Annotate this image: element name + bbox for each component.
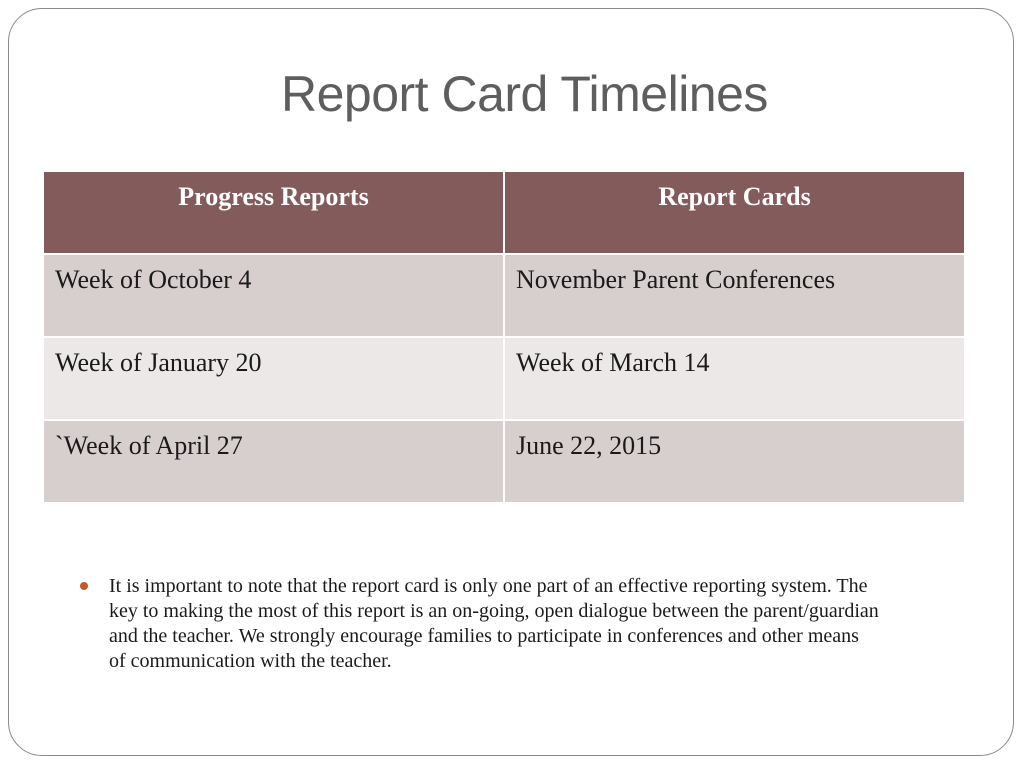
timeline-table — [42, 170, 966, 504]
table-cell: `Week of April 27 — [43, 420, 504, 503]
bullet-dot-icon — [80, 582, 88, 590]
table-row — [43, 254, 965, 337]
table-cell: Week of October 4 — [43, 254, 504, 337]
header-progress-reports: Progress Reports — [43, 171, 504, 254]
note-text: It is important to note that the report card is only one part of an effective reporting system. The key to making the most of this report is an on-going, open dialogue between the parent/guardian and the teacher. We strongly encourage families to participate in conferences and other means of communication with the teacher. — [109, 575, 879, 672]
table-cell: November Parent Conferences — [504, 254, 965, 337]
table-cell: Week of January 20 — [43, 337, 504, 420]
table-cell: June 22, 2015 — [504, 420, 965, 503]
table-cell: Week of March 14 — [504, 337, 965, 420]
table-row — [43, 420, 965, 503]
note-bullet-item — [80, 574, 880, 674]
header-report-cards: Report Cards — [504, 171, 965, 254]
table-row — [43, 337, 965, 420]
slide-title: Report Card Timelines — [281, 66, 768, 122]
table-header-row — [43, 171, 965, 254]
